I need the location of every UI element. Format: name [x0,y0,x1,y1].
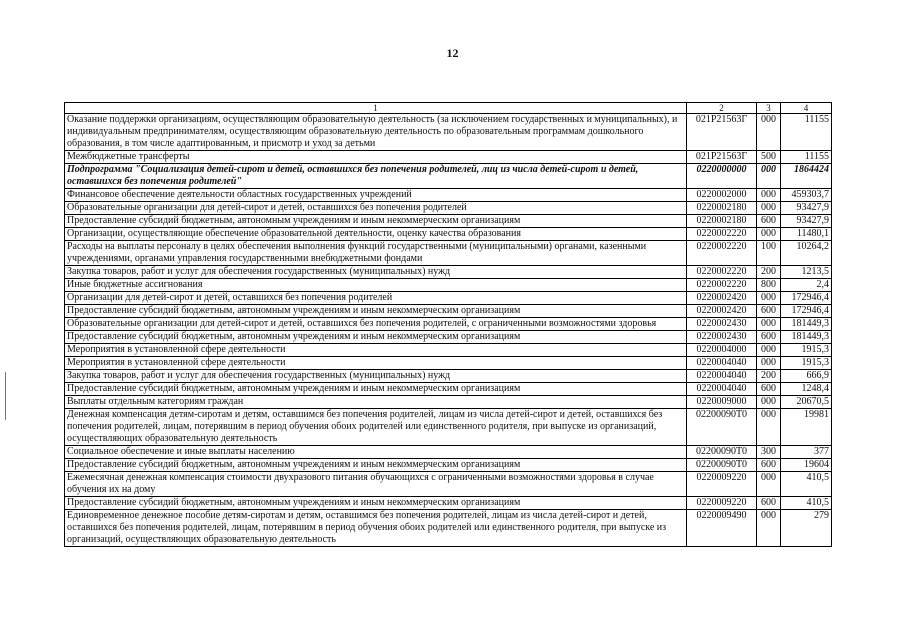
row-csr-cell: 0220002180 [687,202,757,215]
row-vr-cell: 600 [757,459,781,472]
row-name-cell: Межбюджетные трансферты [65,151,687,164]
budget-table [64,102,832,547]
row-name-cell: Выплаты отдельным категориям граждан [65,396,687,409]
row-sum-cell: 181449,3 [781,318,832,331]
row-vr-cell: 000 [757,472,781,497]
row-sum-cell: 11155 [781,151,832,164]
row-csr-cell: 0220009000 [687,396,757,409]
row-sum-cell: 93427,9 [781,202,832,215]
row-sum-cell: 93427,9 [781,215,832,228]
table-row [65,331,832,344]
table-row [65,497,832,510]
row-vr-cell: 500 [757,151,781,164]
row-name-cell: Иные бюджетные ассигнования [65,279,687,292]
row-vr-cell: 300 [757,446,781,459]
row-csr-cell: 0220002420 [687,292,757,305]
row-sum-cell: 279 [781,510,832,547]
row-csr-cell: 0220004040 [687,383,757,396]
row-vr-cell: 600 [757,305,781,318]
row-name-cell: Закупка товаров, работ и услуг для обеспечения государственных (муниципальных) нужд [65,266,687,279]
table-header-row [65,103,832,114]
table-row [65,228,832,241]
row-vr-cell: 000 [757,396,781,409]
row-vr-cell: 800 [757,279,781,292]
row-vr-cell: 600 [757,383,781,396]
row-name-cell: Мероприятия в установленной сфере деятельности [65,344,687,357]
table-row [65,409,832,446]
table-row [65,305,832,318]
row-vr-cell: 000 [757,344,781,357]
page-number: 12 [446,46,459,60]
table-row [65,215,832,228]
row-csr-cell: 0220002430 [687,318,757,331]
column-header-sum: 4 [781,103,832,114]
row-name-cell: Ежемесячная денежная компенсация стоимости двухразового питания обучающихся с ограниченными возможностями здоровья в случае обучения их на дому [65,472,687,497]
row-vr-cell: 000 [757,202,781,215]
column-header-vr: 3 [757,103,781,114]
row-sum-cell: 410,5 [781,472,832,497]
row-name-cell: Мероприятия в установленной сфере деятельности [65,357,687,370]
table-row [65,357,832,370]
row-sum-cell: 1213,5 [781,266,832,279]
table-row [65,446,832,459]
row-name-cell: Оказание поддержки организациям, осуществляющим образовательную деятельность (за исключением государственных и муниципальных), и индивидуальным предпринимателям, осуществляющим образовательную деятельность по образовательным программам дошкольного образования, в том числе адаптированным, и присмотр и уход за детьми [65,114,687,151]
row-csr-cell: 021P21563Г [687,151,757,164]
table-row [65,459,832,472]
row-csr-cell: 0220004040 [687,370,757,383]
row-name-cell: Подпрограмма "Социализация детей-сирот и детей, оставшихся без попечения родителей, лиц из числа детей-сирот и детей, оставшихся без попечения родителей" [65,164,687,189]
row-sum-cell: 410,5 [781,497,832,510]
scan-margin-mark [5,372,6,420]
row-vr-cell: 000 [757,292,781,305]
table-row [65,370,832,383]
table-row [65,164,832,189]
table-row [65,383,832,396]
table-row [65,151,832,164]
table-row [65,344,832,357]
row-vr-cell: 600 [757,331,781,344]
row-vr-cell: 600 [757,215,781,228]
row-vr-cell: 000 [757,114,781,151]
row-csr-cell: 0220002220 [687,279,757,292]
row-name-cell: Организации, осуществляющие обеспечение образовательной деятельности, оценку качества образования [65,228,687,241]
row-sum-cell: 377 [781,446,832,459]
row-sum-cell: 172946,4 [781,292,832,305]
row-vr-cell: 200 [757,266,781,279]
row-sum-cell: 172946,4 [781,305,832,318]
table-row [65,279,832,292]
row-vr-cell: 200 [757,370,781,383]
row-vr-cell: 600 [757,497,781,510]
row-sum-cell: 10264,2 [781,241,832,266]
row-name-cell: Образовательные организации для детей-сирот и детей, оставшихся без попечения родителей [65,202,687,215]
row-vr-cell: 000 [757,409,781,446]
row-vr-cell: 000 [757,164,781,189]
row-sum-cell: 459303,7 [781,189,832,202]
row-vr-cell: 000 [757,228,781,241]
row-csr-cell: 0220004040 [687,357,757,370]
row-name-cell: Предоставление субсидий бюджетным, автономным учреждениям и иным некоммерческим организациям [65,497,687,510]
row-csr-cell: 0220002000 [687,189,757,202]
row-csr-cell: 0220002430 [687,331,757,344]
table-body [65,114,832,547]
table-row [65,114,832,151]
row-sum-cell: 1915,3 [781,344,832,357]
row-name-cell: Предоставление субсидий бюджетным, автономным учреждениям и иным некоммерческим организациям [65,215,687,228]
row-csr-cell: 0220009220 [687,472,757,497]
row-name-cell: Денежная компенсация детям-сиротам и детям, оставшимся без попечения родителей, лицам из числа детей-сирот и детей, оставшихся без попечения родителей, лицам, потерявшим в период обучения обоих родителей или единственного родителя, при выпуске из организаций, осуществляющих образовательную деятельность [65,409,687,446]
row-name-cell: Расходы на выплаты персоналу в целях обеспечения выполнения функций государственными (муниципальными) органами, казенными учреждениями, органами управления государственными внебюджетными фондами [65,241,687,266]
row-csr-cell: 0220009490 [687,510,757,547]
column-header-name: 1 [65,103,687,114]
row-csr-cell: 021P21563Г [687,114,757,151]
row-csr-cell: 0220002180 [687,215,757,228]
row-vr-cell: 000 [757,510,781,547]
row-csr-cell: 0220009220 [687,497,757,510]
row-sum-cell: 19604 [781,459,832,472]
row-name-cell: Закупка товаров, работ и услуг для обеспечения государственных (муниципальных) нужд [65,370,687,383]
table-row [65,189,832,202]
row-name-cell: Организации для детей-сирот и детей, оставшихся без попечения родителей [65,292,687,305]
row-sum-cell: 20670,5 [781,396,832,409]
row-sum-cell: 181449,3 [781,331,832,344]
row-sum-cell: 19981 [781,409,832,446]
row-csr-cell: 0220004000 [687,344,757,357]
row-sum-cell: 666,9 [781,370,832,383]
row-name-cell: Финансовое обеспечение деятельности областных государственных учреждений [65,189,687,202]
row-sum-cell: 1248,4 [781,383,832,396]
table-row [65,472,832,497]
column-header-csr: 2 [687,103,757,114]
row-name-cell: Образовательные организации для детей-сирот и детей, оставшихся без попечения родителей, с ограниченными возможностями здоровья [65,318,687,331]
row-name-cell: Единовременное денежное пособие детям-сиротам и детям, оставшимся без попечения родителей, лицам из числа детей-сирот и детей, оставшихся без попечения родителей, лицам, потерявшим в период обучения обоих родителей или единственного родителя, при выпуске из организаций, осуществляющих образовательную деятельность [65,510,687,547]
row-vr-cell: 100 [757,241,781,266]
table-row [65,510,832,547]
row-csr-cell: 0220002220 [687,266,757,279]
row-name-cell: Предоставление субсидий бюджетным, автономным учреждениям и иным некоммерческим организациям [65,459,687,472]
table-row [65,396,832,409]
row-sum-cell: 2,4 [781,279,832,292]
row-csr-cell: 0220000000 [687,164,757,189]
table-row [65,266,832,279]
row-csr-cell: 02200090Т0 [687,446,757,459]
row-name-cell: Предоставление субсидий бюджетным, автономным учреждениям и иным некоммерческим организациям [65,383,687,396]
table-row [65,318,832,331]
row-csr-cell: 0220002220 [687,241,757,266]
row-vr-cell: 000 [757,318,781,331]
table-row [65,202,832,215]
row-vr-cell: 000 [757,357,781,370]
row-name-cell: Социальное обеспечение и иные выплаты населению [65,446,687,459]
row-csr-cell: 02200090Т0 [687,459,757,472]
row-name-cell: Предоставление субсидий бюджетным, автономным учреждениям и иным некоммерческим организациям [65,305,687,318]
table-row [65,292,832,305]
row-csr-cell: 0220002220 [687,228,757,241]
row-sum-cell: 1915,3 [781,357,832,370]
row-csr-cell: 0220002420 [687,305,757,318]
table-row [65,241,832,266]
row-sum-cell: 1864424 [781,164,832,189]
row-csr-cell: 02200090Т0 [687,409,757,446]
row-vr-cell: 000 [757,189,781,202]
row-sum-cell: 11480,1 [781,228,832,241]
row-sum-cell: 11155 [781,114,832,151]
row-name-cell: Предоставление субсидий бюджетным, автономным учреждениям и иным некоммерческим организациям [65,331,687,344]
